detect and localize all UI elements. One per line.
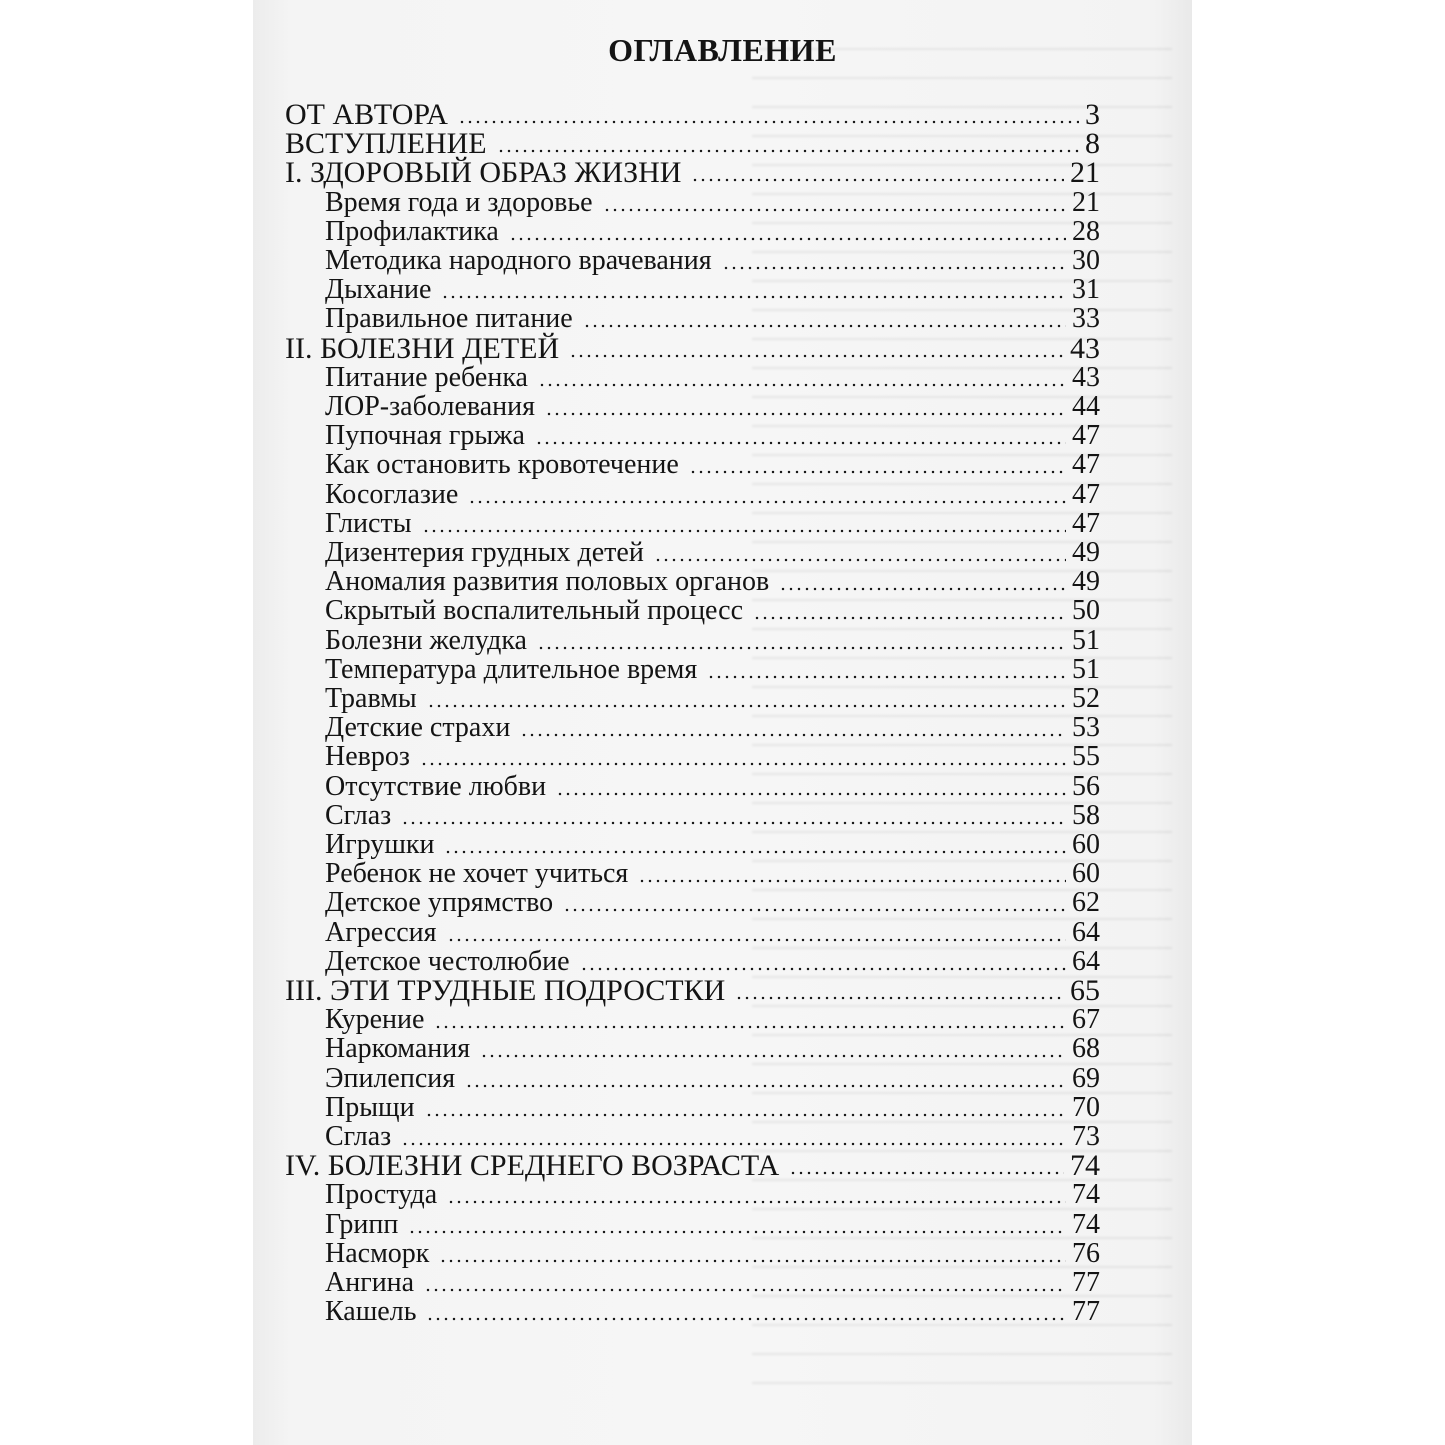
- toc-entry-page-number: 53: [1072, 712, 1100, 744]
- dot-leader: [425, 1113, 1066, 1117]
- toc-entry-label: ЛОР-заболевания: [325, 391, 535, 422]
- toc-entry-label: Питание ребенка: [325, 361, 528, 393]
- toc-chapter[interactable]: [253, 129, 1192, 159]
- toc-chapter[interactable]: [253, 1151, 1192, 1181]
- toc-subentry[interactable]: [253, 246, 1192, 276]
- toc-subentry[interactable]: [253, 888, 1192, 918]
- toc-entry-label: Кашель: [325, 1296, 417, 1328]
- toc-entry-label: Отсутствие любви: [325, 770, 547, 802]
- toc-entry-page-number: 58: [1072, 799, 1100, 831]
- toc-entry-page-number: 28: [1072, 215, 1100, 247]
- toc-subentry[interactable]: [253, 567, 1192, 597]
- toc-entry-label: Насморк: [325, 1237, 430, 1269]
- dot-leader: [497, 149, 1079, 153]
- toc-entry-label: Как остановить кровотечение: [325, 449, 679, 481]
- toc-subentry[interactable]: [253, 1034, 1192, 1064]
- dot-leader: [583, 324, 1066, 328]
- toc-subentry[interactable]: [253, 713, 1192, 743]
- toc-entry-label: Детское честолюбие: [325, 945, 570, 977]
- toc-entry-page-number: 51: [1072, 653, 1100, 685]
- toc-subentry[interactable]: [253, 684, 1192, 714]
- toc-entry-label: Невроз: [325, 741, 410, 773]
- toc-entry-label: Ангина: [325, 1267, 415, 1298]
- toc-entry-page-number: 49: [1072, 566, 1100, 598]
- dot-leader: [401, 821, 1066, 825]
- toc-entry-page-number: 47: [1072, 420, 1100, 452]
- toc-chapter[interactable]: [253, 331, 1192, 365]
- dot-leader: [689, 470, 1066, 474]
- toc-entry-label: Болезни желудка: [325, 624, 527, 656]
- dot-leader: [580, 967, 1066, 971]
- toc-entry-label: Игрушки: [325, 829, 435, 860]
- toc-entry-page-number: 31: [1072, 274, 1100, 306]
- dot-leader: [520, 733, 1066, 737]
- toc-entry-page-number: 52: [1072, 683, 1100, 714]
- toc-entry-page-number: 50: [1072, 595, 1100, 627]
- toc-chapter[interactable]: [253, 976, 1192, 1006]
- toc-subentry[interactable]: [253, 1297, 1192, 1327]
- toc-entry-page-number: 43: [1072, 361, 1100, 393]
- toc-entry-label: Профилактика: [325, 215, 499, 247]
- toc-subentry[interactable]: [253, 450, 1192, 480]
- toc-subentry[interactable]: [253, 1093, 1192, 1123]
- toc-subentry[interactable]: [253, 480, 1192, 510]
- toc-entry-page-number: 49: [1072, 537, 1100, 568]
- toc-entry-label: II. БОЛЕЗНИ ДЕТЕЙ: [285, 331, 560, 365]
- dot-leader: [408, 1230, 1066, 1234]
- toc-subentry[interactable]: [253, 830, 1192, 860]
- dot-leader: [535, 441, 1066, 445]
- toc-entry-page-number: 43: [1070, 331, 1100, 365]
- dot-leader: [735, 996, 1064, 1000]
- toc-subentry[interactable]: [253, 275, 1192, 305]
- toc-entry-page-number: 65: [1070, 974, 1100, 1007]
- toc-entry-page-number: 44: [1072, 391, 1100, 422]
- toc-entry-page-number: 74: [1070, 1149, 1100, 1183]
- dot-leader: [538, 383, 1066, 387]
- toc-entry-label: Травмы: [325, 683, 417, 714]
- toc-subentry[interactable]: [253, 538, 1192, 568]
- toc-subentry[interactable]: [253, 217, 1192, 247]
- dot-leader: [707, 675, 1066, 679]
- toc-entry-page-number: 33: [1072, 303, 1100, 335]
- dot-leader: [444, 850, 1066, 854]
- toc-entry-page-number: 3: [1085, 98, 1100, 131]
- toc-entry-page-number: 47: [1072, 449, 1100, 481]
- toc-subentry[interactable]: [253, 188, 1192, 218]
- toc-subentry[interactable]: [253, 947, 1192, 977]
- dot-leader: [441, 295, 1066, 299]
- dot-leader: [434, 1025, 1066, 1029]
- dot-leader: [789, 1171, 1064, 1175]
- table-of-contents: [253, 0, 1192, 1445]
- toc-chapter[interactable]: [253, 100, 1192, 130]
- toc-subentry[interactable]: [253, 509, 1192, 539]
- toc-entry-label: Дизентерия грудных детей: [325, 537, 644, 568]
- toc-entry-label: Правильное питание: [325, 303, 573, 335]
- dot-leader: [779, 587, 1066, 591]
- toc-chapter[interactable]: [253, 158, 1192, 188]
- toc-entry-label: Косоглазие: [325, 478, 459, 510]
- dot-leader: [422, 529, 1066, 533]
- dot-leader: [465, 1084, 1066, 1088]
- toc-subentry[interactable]: [253, 772, 1192, 802]
- toc-entry-page-number: 55: [1072, 741, 1100, 773]
- toc-entry-label: Методика народного врачевания: [325, 245, 712, 276]
- toc-entry-label: Глисты: [325, 507, 412, 539]
- toc-subentry[interactable]: [253, 1005, 1192, 1035]
- toc-entry-page-number: 60: [1072, 829, 1100, 860]
- dot-leader: [563, 908, 1066, 912]
- dot-leader: [638, 879, 1066, 883]
- toc-subentry[interactable]: [253, 1239, 1192, 1269]
- toc-entry-page-number: 77: [1072, 1267, 1100, 1298]
- toc-subentry[interactable]: [253, 1064, 1192, 1094]
- toc-entry-page-number: 70: [1072, 1091, 1100, 1123]
- toc-subentry[interactable]: [253, 918, 1192, 948]
- toc-entry-page-number: 51: [1072, 624, 1100, 656]
- dot-leader: [480, 1054, 1066, 1058]
- dot-leader: [401, 1142, 1066, 1146]
- dot-leader: [569, 354, 1064, 358]
- toc-entry-label: Курение: [325, 1004, 425, 1036]
- toc-entry-label: I. ЗДОРОВЫЙ ОБРАЗ ЖИЗНИ: [285, 156, 682, 190]
- toc-entry-label: Прыщи: [325, 1091, 415, 1123]
- dot-leader: [509, 237, 1066, 241]
- toc-subentry[interactable]: [253, 392, 1192, 422]
- toc-entry-page-number: 62: [1072, 887, 1100, 919]
- dot-leader: [537, 646, 1066, 650]
- toc-entry-label: Пупочная грыжа: [325, 420, 525, 452]
- dot-leader: [426, 1317, 1066, 1321]
- dot-leader: [753, 616, 1066, 620]
- toc-entry-label: Наркомания: [325, 1033, 471, 1065]
- toc-entry-page-number: 21: [1072, 186, 1100, 218]
- dot-leader: [556, 792, 1066, 796]
- dot-leader: [420, 762, 1066, 766]
- dot-leader: [545, 412, 1066, 416]
- toc-entry-label: Время года и здоровье: [325, 186, 593, 218]
- toc-subentry[interactable]: [253, 655, 1192, 685]
- toc-entry-page-number: 47: [1072, 478, 1100, 510]
- dot-leader: [424, 1288, 1066, 1292]
- toc-entry-label: Ребенок не хочет учиться: [325, 858, 629, 890]
- toc-entry-page-number: 76: [1072, 1237, 1100, 1269]
- toc-subentry[interactable]: [253, 801, 1192, 831]
- toc-entry-page-number: 47: [1072, 507, 1100, 539]
- page-title: ОГЛАВЛЕНИЕ: [608, 32, 837, 68]
- toc-entry-page-number: 21: [1070, 156, 1100, 190]
- toc-subentry[interactable]: [253, 1210, 1192, 1240]
- toc-entry-page-number: 64: [1072, 945, 1100, 977]
- toc-entry-page-number: 56: [1072, 770, 1100, 802]
- toc-entry-page-number: 74: [1072, 1179, 1100, 1211]
- toc-entry-label: IV. БОЛЕЗНИ СРЕДНЕГО ВОЗРАСТА: [285, 1149, 780, 1183]
- toc-entry-label: Температура длительное время: [325, 653, 698, 685]
- book-page: [253, 0, 1192, 1445]
- toc-subentry[interactable]: [253, 596, 1192, 626]
- toc-subentry[interactable]: [253, 1180, 1192, 1210]
- toc-subentry[interactable]: [253, 859, 1192, 889]
- toc-entry-label: Детские страхи: [325, 712, 511, 744]
- toc-entry-page-number: 64: [1072, 916, 1100, 948]
- toc-entry-page-number: 77: [1072, 1296, 1100, 1328]
- toc-entry-label: Аномалия развития половых органов: [325, 566, 770, 598]
- toc-entry-page-number: 60: [1072, 858, 1100, 890]
- dot-leader: [458, 120, 1079, 124]
- dot-leader: [468, 500, 1066, 504]
- toc-subentry[interactable]: [253, 421, 1192, 451]
- dot-leader: [603, 208, 1066, 212]
- toc-entry-label: Скрытый воспалительный процесс: [325, 595, 744, 627]
- toc-entry-label: Сглаз: [325, 799, 392, 831]
- dot-leader: [427, 704, 1066, 708]
- toc-entry-label: ОТ АВТОРА: [285, 98, 448, 131]
- toc-entry-label: Агрессия: [325, 916, 437, 948]
- toc-entry-label: Эпилепсия: [325, 1062, 456, 1094]
- toc-entry-label: Сглаз: [325, 1121, 392, 1152]
- dot-leader: [447, 1200, 1066, 1204]
- toc-entry-page-number: 30: [1072, 245, 1100, 276]
- toc-subentry[interactable]: [253, 304, 1192, 334]
- dot-leader: [439, 1259, 1066, 1263]
- toc-entry-label: Простуда: [325, 1179, 438, 1211]
- toc-entry-label: ВСТУПЛЕНИЕ: [285, 127, 487, 161]
- toc-entry-label: III. ЭТИ ТРУДНЫЕ ПОДРОСТКИ: [285, 974, 726, 1007]
- toc-entry-label: Грипп: [325, 1208, 399, 1240]
- toc-entry-page-number: 73: [1072, 1121, 1100, 1152]
- toc-entry-page-number: 68: [1072, 1033, 1100, 1065]
- toc-subentry[interactable]: [253, 1122, 1192, 1152]
- toc-subentry[interactable]: [253, 626, 1192, 656]
- toc-entry-page-number: 8: [1085, 127, 1100, 161]
- toc-entry-page-number: 74: [1072, 1208, 1100, 1240]
- toc-subentry[interactable]: [253, 1268, 1192, 1298]
- dot-leader: [722, 266, 1066, 270]
- dot-leader: [691, 178, 1064, 182]
- toc-entry-label: Детское упрямство: [325, 887, 554, 919]
- toc-entry-page-number: 69: [1072, 1062, 1100, 1094]
- toc-entry-label: Дыхание: [325, 274, 432, 306]
- toc-subentry[interactable]: [253, 742, 1192, 772]
- toc-entry-page-number: 67: [1072, 1004, 1100, 1036]
- dot-leader: [654, 558, 1066, 562]
- dot-leader: [447, 938, 1066, 942]
- toc-subentry[interactable]: [253, 363, 1192, 393]
